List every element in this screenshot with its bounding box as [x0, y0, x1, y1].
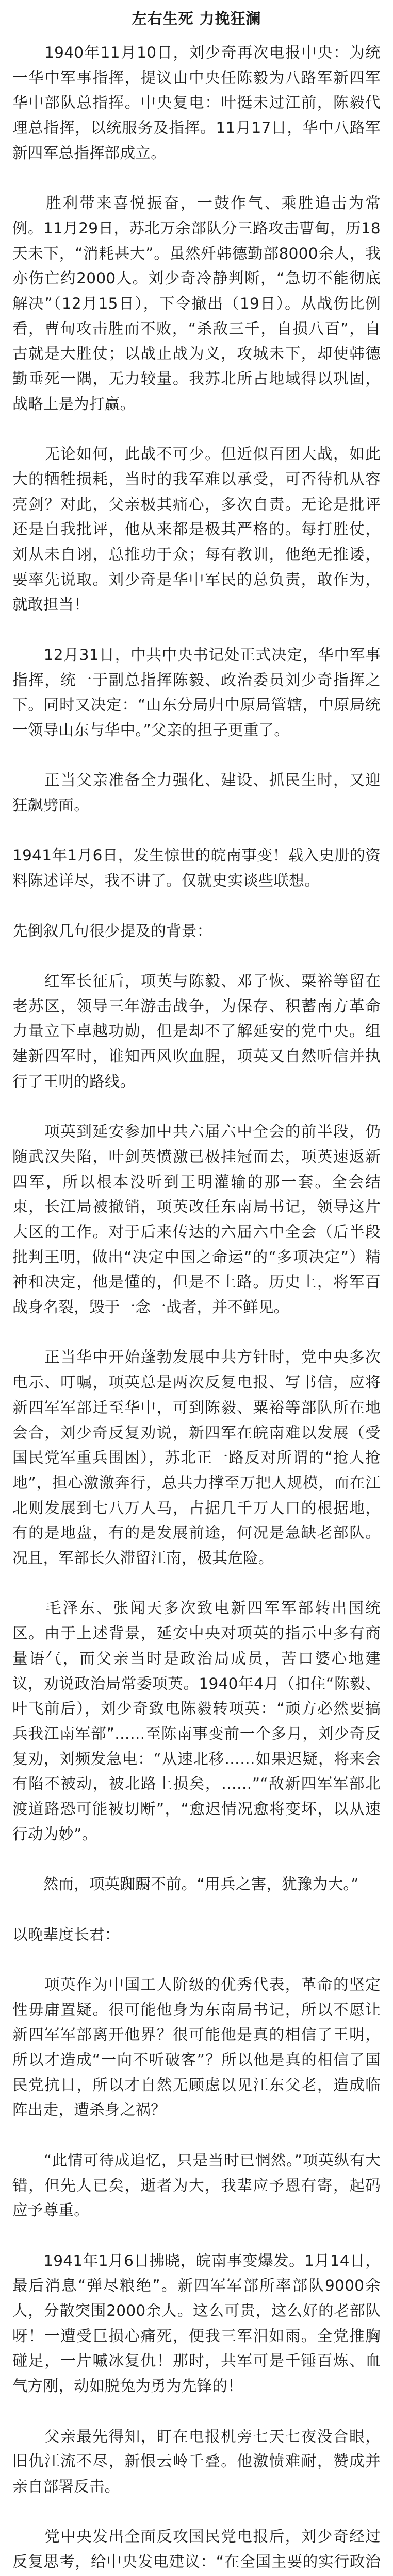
paragraph: 父亲最先得知，盯在电报机旁七天七夜没合眼，旧仇江流不尽，新恨云岭千叠。他激愤难耐，赞成并亲自部署反击。 [12, 2427, 381, 2495]
paragraph: 然而，项英踟蹰不前。“用兵之害，犹豫为大。” [12, 1875, 359, 1893]
paragraph: 项英作为中国工人阶级的优秀代表，革命的坚定性毋庸置疑。很可能他身为东南局书记，所以不愿让新四军军部离开他界？很可能他是真的相信了王明，所以才造成“一向不听破客”？所以他是真的相信了国民党抗日，所以才自然无顾虑以见江东父老，造成临阵出走，遭杀身之祸？ [12, 1975, 381, 2119]
paragraph: “此情可待成追忆，只是当时已惘然。”项英纵有大错，但先人已矣，逝者为大，我辈应予恩有寄，起码应予尊重。 [12, 2151, 381, 2219]
paragraph: 无论如何，此战不可少。但近似百团大战，如此大的牺牲损耗，当时的我军难以承受，可否待机从容亮剑？对此，父亲极其痛心，多次自责。无论是批评还是自我批评，他从来都是极其严格的。每打胜仗，刘从未自诩，总推功于众；每有教训，他绝无推诿，要率先说取。刘少奇是华中军民的总负责，敢作为，就敢担当！ [12, 445, 381, 614]
paragraph: 1941年1月6日，发生惊世的皖南事变！载入史册的资料陈述详尽，我不讲了。仅就史实谈些联想。 [12, 846, 381, 890]
article-title: 左右生死 力挽狂澜 [132, 10, 261, 27]
article-body [12, 40, 381, 2576]
paragraph: 红军长征后，项英与陈毅、邓子恢、粟裕等留在老苏区，领导三年游击战争，为保存、积蓄南方革命力量立下卓越功勋，但是却不了解延安的党中央。组建新四军时，谁知西风吹血腥，项英又自然听信并执行了王明的路线。 [12, 972, 381, 1090]
paragraph: 以晚辈度长君： [12, 1925, 120, 1943]
paragraph: 先倒叙几句很少提及的背景： [12, 922, 212, 940]
paragraph: 正当华中开始蓬勃发展中共方针时，党中央多次电示、叮嘱，项英总是两次反复电报、写书信，应将新四军军部迁至华中，可到陈毅、粟裕等部队所在地会合，刘少奇反复劝说，新四军在皖南难以发展（受国民党军重兵围困），苏北正一路反对所谓的“抢人抢地”，担心激激奔行，总共力撑至万把人规模，而在江北则发展到七八万人马，占据几千万人口的根据地，有的是地盘，有的是发展前途，何况是急缺老部队。况且，军部长久滞留江南，极其危险。 [12, 1348, 381, 1567]
paragraph: 毛泽东、张闻天多次致电新四军军部转出国统区。由于上述背景，延安中央对项英的指示中多有商量语气，而父亲当时是政治局成员，苦口婆心地建议，劝说政治局常委项英。1940年4月（扣住“陈毅、叶飞前后），刘少奇致电陈毅转项英：“顽方必然要搞兵我江南军部”……至陈南事变前一个多月，刘少奇反复劝，刘频发急电：“从速北移……如果迟疑，将来会有陷不被动，被北路上损矣，……”“敌新四军军部北渡道路恐可能被切断”，“愈迟情况愈将变坏，以从速行动为妙”。 [12, 1599, 381, 1843]
paragraph: 胜利带来喜悦振奋，一鼓作气、乘胜追击为常例。11月29日，苏北万余部队分三路攻击曹甸，历18天未下，“消耗甚大”。虽然歼韩德勤部8000余人，我亦伤亡约2000人。刘少奇冷静判断，“急切不能彻底解决”（12月15日），下令撤出（19日）。从战伤比例看，曹甸攻击胜而不败，“杀敌三千，自损八百”，自古就是大胜仗；以战止战为义，攻城未下，却使韩德勤垂死一隅，无力较量。我苏北所占地域得以巩固，战略上是为打赢。 [12, 194, 381, 413]
paragraph: 1940年11月10日，刘少奇再次电报中央：为统一华中军事指挥，提议由中央任陈毅为八路军新四军华中部队总指挥。中央复电：叶挺未过江前，陈毅代理总指挥，以统服务及指挥。11月17日，华中八路军新四军总指挥部成立。 [12, 44, 381, 162]
paragraph: 项英到延安参加中共六届六中全会的前半段，仍随武汉失陷，叶剑英愤激已极挂冠而去，项英速返新四军，所以根本没听到王明灌输的那一套。全会结束，长江局被撤销，项英改任东南局书记，领导这片大区的工作。对于后来传达的六届六中全会（后半段批判王明，做出“决定中国之命运”的“多项决定”）精神和决定，他是懂的，但是不上路。历史上，将军百战身名裂，毁于一念一战者，并不鲜见。 [12, 1123, 381, 1316]
paragraph: 12月31日，中共中央书记处正式决定，华中军事指挥，统一于副总指挥陈毅、政治委员刘少奇指挥之下。同时又决定：“山东分局归中原局管辖，中原局统一领导山东与华中。”父亲的担子更重了。 [12, 646, 381, 739]
paragraph: 正当父亲准备全力强化、建设、抓民生时，又迎狂飙劈面。 [12, 771, 381, 815]
paragraph: 1941年1月6日拂晓，皖南事变爆发。1月14日，最后消息“弹尽粮绝”。新四军军部所率部队9000余人，分散突围2000余人。这么可贵，这么好的老部队呀！一遭受巨损心痛死，便我三军泪如雨。全党推胸碰足，一片嘁冰复仇！那时，共军可是千锤百炼、血气方刚，动如脱兔为勇为先锋的！ [12, 2251, 381, 2395]
paragraph: 党中央发出全面反攻国民党电报后，刘少奇经过反复思考，给中央发电建议：“在全国主要的实行政治 [12, 2528, 381, 2571]
